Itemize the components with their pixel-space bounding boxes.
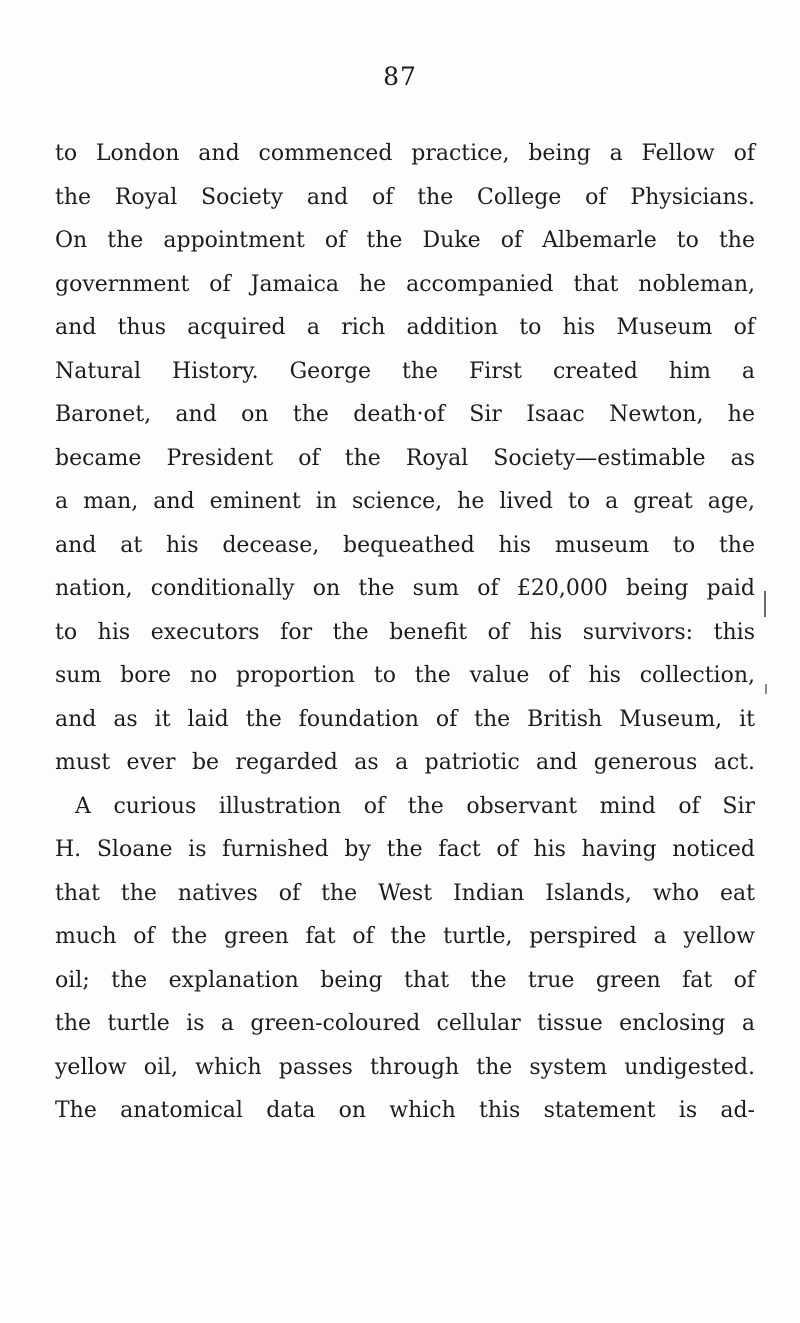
text-line: sum bore no proportion to the value of his collection, bbox=[55, 663, 755, 688]
text-line: and at his decease, bequeathed his museum to the bbox=[55, 532, 755, 558]
text-line: became President of the Royal Society—estimable as bbox=[55, 445, 755, 471]
margin-mark bbox=[765, 684, 767, 694]
text-line-paragraph-start: A curious illustration of the observant mind of Sir bbox=[75, 793, 755, 819]
text-line: must ever be regarded as a patriotic and generous act. bbox=[55, 750, 755, 775]
text-line: and as it laid the foundation of the British Museum, it bbox=[55, 706, 755, 732]
text-line: Baronet, and on the death·of Sir Isaac Newton, he bbox=[55, 402, 755, 427]
text-line: On the appointment of the Duke of Albemarle to the bbox=[55, 228, 755, 253]
text-line: Natural History. George the First created him a bbox=[55, 358, 755, 384]
text-line: to his executors for the benefit of his survivors: this bbox=[55, 619, 755, 645]
text-line: yellow oil, which passes through the system undigested. bbox=[55, 1054, 755, 1080]
text-line: government of Jamaica he accompanied that nobleman, bbox=[55, 271, 755, 297]
text-line: The anatomical data on which this statement is ad- bbox=[55, 1098, 755, 1123]
page-number: 87 bbox=[383, 62, 417, 91]
text-line: oil; the explanation being that the true green fat of bbox=[55, 967, 755, 993]
text-line: much of the green fat of the turtle, perspired a yellow bbox=[55, 924, 755, 949]
body-text bbox=[55, 132, 755, 1133]
text-line: a man, and eminent in science, he lived to a great age, bbox=[55, 489, 755, 514]
text-line: nation, conditionally on the sum of £20,000 being paid bbox=[55, 576, 755, 601]
text-line: to London and commenced practice, being a Fellow of bbox=[55, 141, 755, 166]
margin-mark bbox=[764, 591, 766, 617]
text-line: and thus acquired a rich addition to his Museum of bbox=[55, 315, 755, 340]
text-line: the turtle is a green-coloured cellular tissue enclosing a bbox=[55, 1011, 755, 1036]
text-line: the Royal Society and of the College of Physicians. bbox=[55, 184, 755, 210]
text-line: that the natives of the West Indian Islands, who eat bbox=[55, 880, 755, 906]
text-line: H. Sloane is furnished by the fact of his having noticed bbox=[55, 837, 755, 862]
